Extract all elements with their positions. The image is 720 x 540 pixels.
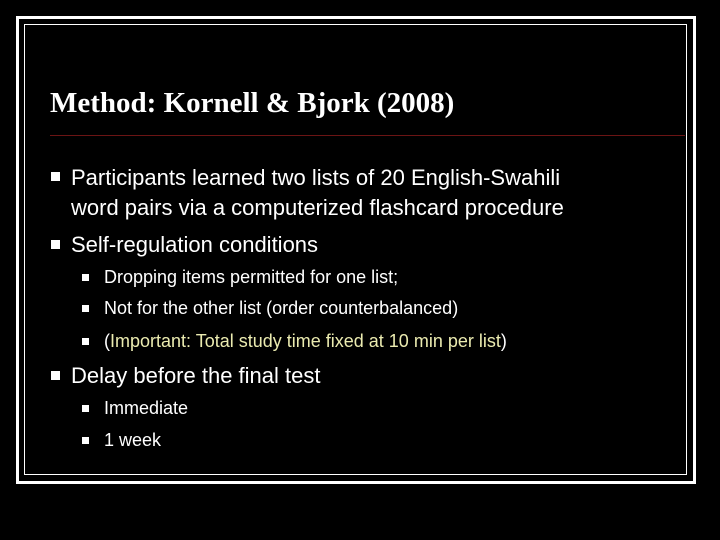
bullet-participants-line-2: word pairs via a computerized flashcard procedure <box>71 195 564 220</box>
subbullet-important-note <box>104 326 507 357</box>
subbullet-one-week: 1 week <box>104 430 162 450</box>
subbullet-dropping-items: Dropping items permitted for one list; <box>104 267 399 287</box>
subbullet-not-other-list: Not for the other list (order counterbalanced) <box>104 298 459 318</box>
square-subbullet-icon <box>82 274 89 281</box>
bullet-delay: Delay before the final test <box>71 363 321 388</box>
title-divider <box>50 135 685 136</box>
square-bullet-icon <box>51 172 60 181</box>
square-subbullet-icon <box>82 305 89 312</box>
bullet-self-regulation: Self-regulation conditions <box>71 232 319 257</box>
square-subbullet-icon <box>82 405 89 412</box>
paren-open: ( <box>104 331 110 351</box>
subbullet-immediate: Immediate <box>104 398 189 418</box>
paren-close: ) <box>500 331 507 351</box>
bullet-participants-line-1: Participants learned two lists of 20 English-Swahili <box>71 165 561 190</box>
highlight-study-time: Important: Total study time fixed at 10 min per list <box>110 331 501 351</box>
slide-title: Method: Kornell & Bjork (2008) <box>50 87 455 119</box>
square-bullet-icon <box>51 371 60 380</box>
square-subbullet-icon <box>82 338 89 345</box>
square-bullet-icon <box>51 240 60 249</box>
square-subbullet-icon <box>82 437 89 444</box>
